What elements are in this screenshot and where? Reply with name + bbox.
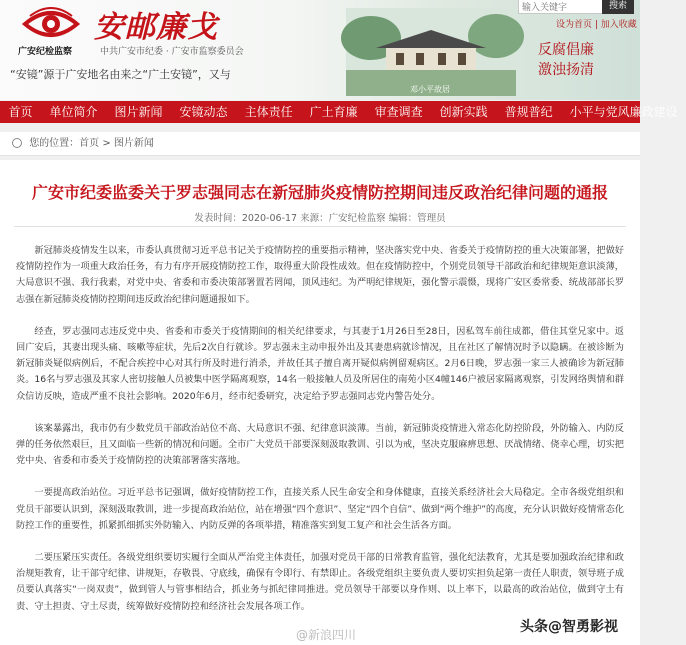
add-favorite-link[interactable]: 加入收藏 xyxy=(600,20,637,30)
set-homepage-link[interactable]: 设为首页 xyxy=(556,20,593,30)
nav-item-main-responsibility[interactable]: 主体责任 xyxy=(244,105,293,119)
breadcrumb xyxy=(0,132,640,156)
nav-item-innovation[interactable]: 创新实践 xyxy=(439,105,488,119)
main-nav xyxy=(0,101,678,123)
article-body xyxy=(16,243,624,631)
photo-caption: 邓小平故居 xyxy=(410,85,450,94)
article-paragraph: 一要提高政治站位。习近平总书记强调，做好疫情防控工作，直接关系人民生命安全和身体健康，直接关系经济社会大局稳定。全市各级党组织和党员干部要认识到，深刻汲取教训，进一步提高政治站位，站在增强“四个意识”、坚定“四个自信”、做到“两个维护”的高度，充分认识做好疫情常态化防控工作的重要性，抓紧抓细抓实外防输入、内防反弹的各项举措，精准落实到复工复产和社会生活各方面。 xyxy=(16,487,624,531)
article-paragraph: 二要压紧压实责任。各级党组织要切实履行全面从严治党主体责任，加强对党员干部的日常教育监管，强化纪法教育，尤其是要加强政治纪律和政治规矩教育，让干部守纪律、讲规矩，存敬畏、守底线，确保有令即行、有禁即止。各级党组织主要负责人要切实担负起第一责任人职责，领导班子成员要认真落实“一岗双责”，做到管人与管事相结合，抓业务与抓纪律同推进。党员领导干部要以身作则、以上率下，以最高的政治站位，做到守土有责、守土担责、守土尽责，统筹做好疫情防控和经济社会发展各项工作。 xyxy=(16,552,624,612)
article-panel xyxy=(0,160,640,645)
logo-subtitle: 广安纪检监察 xyxy=(18,47,73,57)
nav-item-xiaoping-integrity[interactable]: 小平与党风廉政建设 xyxy=(569,105,678,119)
nav-item-home[interactable]: 首页 xyxy=(8,105,33,119)
article-title: 广安市纪委监委关于罗志强同志在新冠肺炎疫情防控期间违反政治纪律问题的通报 xyxy=(31,183,608,202)
article-paragraph: 该案暴露出，我市仍有少数党员干部政治站位不高、大局意识不强、纪律意识淡薄。当前，新冠肺炎疫情进入常态化防控阶段，外防输入、内防反弹的任务依然艰巨，且又面临一些新的情况和问题。全市广大党员干部要深刻汲取教训、引以为戒，坚决克服麻痹思想、厌战情绪、侥幸心理，切实把党中央、省委和市委关于疫情防控的决策部署落实落地。 xyxy=(16,422,624,467)
divider xyxy=(14,226,626,227)
article-paragraph: 新冠肺炎疫情发生以来，市委认真贯彻习近平总书记关于疫情防控的重要指示精神，坚决落实党中央、省委关于疫情防控的重大决策部署，把做好疫情防控作为一项重大政治任务，有力有序开展疫情防控工作，取得重大阶段性成效。但在疫情防控中，个别党员领导干部政治和纪律规矩意识淡薄，大局意识不强、我行我素，对党中央、省委和市委决策部署置若罔闻，顶风违纪。为严明纪律规矩，强化警示震慑，现将广安区委常委、统战部部长罗志强在新冠肺炎疫情防控期间违反政治纪律问题通报如下。 xyxy=(16,245,624,305)
slogan-right-line-1: 反腐倡廉 xyxy=(538,42,594,58)
watermark-sina: @新浪四川 xyxy=(296,628,357,642)
search-button[interactable]: 搜索 xyxy=(602,0,634,14)
eye-logo-icon xyxy=(22,4,80,42)
breadcrumb-text[interactable]: 您的位置：首页 > 图片新闻 xyxy=(29,138,154,149)
memorial-hall-photo xyxy=(346,8,516,96)
top-links: 设为首页 | 加入收藏 xyxy=(556,20,637,30)
nav-item-photo-news[interactable]: 图片新闻 xyxy=(114,105,163,119)
brand-title: 安邮廉戈 xyxy=(94,10,218,45)
nav-item-about[interactable]: 单位简介 xyxy=(49,105,98,119)
organization-name: 中共广安市纪委 · 广安市监察委员会 xyxy=(100,47,244,57)
header-slogan-right xyxy=(538,40,594,80)
watermark-toutiao: 头条@智勇影视 xyxy=(520,616,618,636)
nav-item-anjing-news[interactable]: 安镜动态 xyxy=(179,105,228,119)
article-meta: 发表时间：2020-06-17 来源：广安纪检监察 编辑：管理员 xyxy=(194,213,446,224)
article-paragraph: 经查，罗志强同志违反党中央、省委和市委关于疫情期间的相关纪律要求，与其妻于1月26日至28日，因私驾车前往成都，借住其堂兄家中。返回广安后，其妻出现头痛、咳嗽等症状，先后2次自行就诊。罗志强未主动申报外出及其妻患病就诊情况，且在社区了解情况时予以隐瞒。在被诊断为新冠肺炎疑似病例后，不配合疾控中心对其行所及时进行消杀，并故任其子擅自离开疑似病例留观病区。2月6日晚，罗志强一家三人被确诊为新冠肺炎。16名与罗志强及其家人密切接触人员被集中医学隔离观察，14名一般接触人员及所居住的南苑小区4幢146户被居家隔离观察，引发网络舆情和群众信访反映，造成严重不良社会影响。2020年6月，经市纪委研究，决定给予罗志强同志党内警告处分。 xyxy=(16,325,624,402)
home-icon xyxy=(12,138,22,148)
header-slogan: “安镜”源于广安地名由来之“广土安镜”，又与 xyxy=(10,68,231,81)
slogan-right-line-2: 激浊扬清 xyxy=(538,62,594,78)
site-header xyxy=(0,0,640,100)
nav-item-law-education[interactable]: 普规普纪 xyxy=(504,105,553,119)
nav-item-investigation[interactable]: 审查调查 xyxy=(374,105,423,119)
nav-item-integrity-education[interactable]: 广土育廉 xyxy=(309,105,358,119)
search-input[interactable] xyxy=(518,0,608,14)
